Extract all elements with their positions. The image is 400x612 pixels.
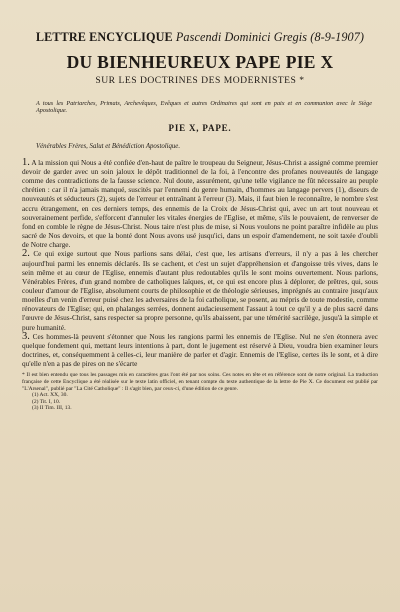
document-title: DU BIENHEUREUX PAPE PIE X	[66, 52, 334, 72]
footnote-ref-1: (1) Act. XX, 30.	[32, 392, 68, 399]
encyclical-heading	[22, 30, 378, 45]
paragraph-1	[22, 158, 378, 250]
document-body	[22, 158, 378, 369]
heading-date: (8-9-1907)	[310, 30, 365, 44]
document-subtitle: SUR LES DOCTRINES DES MODERNISTES *	[95, 75, 305, 86]
footnote-main: * Il est bien entendu que tous les passages mis en caractères gras l'ont été par nos soins. Ces notes en tête et en référence sont de notre original. La traduction française de cette Encyclique a été réalisée sur le texte latin officiel, en tenant compte du texte authentique de la lettre de Pie X. Ce document est publié par "L'Arsenal", publié par "La Cité Catholique" : Il s'agit bien, par ceux-ci, d'une édition de ce genre.	[22, 372, 378, 392]
salutation: Vénérables Frères, Salut et Bénédiction Apostolique.	[36, 142, 181, 150]
paragraph-3	[22, 332, 378, 369]
address-text: A tous les Patriarches, Primats, Archevêques, Evêques et autres Ordinaires qui sont en paix et en communion avec le Siège Apostolique.	[36, 100, 372, 115]
heading-prefix: LETTRE ENCYCLIQUE	[35, 30, 173, 44]
paragraph-number: 3.	[22, 330, 30, 342]
paragraph-text: Ce qui exige surtout que Nous parlions sans délai, c'est que, les artisans d'erreurs, il n'y a pas à les chercher aujourd'hui parmi les ennemis déclarés. Ils se cachent, et c'est un sujet d'appréhension et d'angoisse très vives, dans le sein même et au cœur de l'Eglise, ennemis d'autant plus redoutables qu'ils le sont moins ouvertement. Nous parlons, Vénérables Frères, d'un grand nombre de catholiques laïques, et, ce qui est encore plus à déplorer, de prêtres, qui, sous couleur d'amour de l'Eglise, absolument courts de philosophie et de théologie sérieuses, imprégnés au contraire jusqu'aux moelles d'un venin d'erreur puisé chez les adversaires de la foi catholique, se posent, au mépris de toute modestie, comme rénovateurs de l'Eglise; qui, en phalanges serrées, donnent audacieusement l'assaut à tout ce qu'il y a de plus sacré dans l'œuvre de Jésus-Christ, sans respecter sa propre personne, qu'ils abaissent, par une témérité sacrilège, jusqu'à la simple et pure humanité.	[22, 249, 378, 332]
paragraph-2	[22, 249, 378, 331]
footnote-ref-2: (2) Tit. I, 10.	[32, 398, 61, 405]
paragraph-text: A la mission qui Nous a été confiée d'en-haut de paître le troupeau du Seigneur, Jésus-Christ a assigné comme premier devoir de garder avec un soin jaloux le dépôt traditionnel de la foi, à l'encontre des profanes nouveautés de langage comme des contradictions de la fausse science. Nul doute, assurément, qu'une telle vigilance ne fût nécessaire au peuple chrétien : car il n'a jamais manqué, suscités par l'ennemi du genre humain, d'hommes au langage pervers (1), diseurs de nouveautés et séducteurs (2), sujets de l'erreur et entraînant à l'erreur (3). Mais, il faut bien le reconnaître, le nombre s'est accru étrangement, en ces derniers temps, des ennemis de la Croix de Jésus-Christ qui, avec un art tout nouveau et souverainement perfide, s'efforcent d'annuler les vitales énergies de l'Eglise, et même, s'ils le pouvaient, de renverser de fond en comble le règne de Jésus-Christ. Nous taire n'est plus de mise, si Nous voulons ne point paraître infidèle au plus sacré de Nos devoirs, et que la bonté dont Nous avons usé jusqu'ici, dans un espoir d'amendement, ne soit taxée d'oubli de Notre charge.	[22, 157, 378, 250]
footnotes	[22, 372, 378, 412]
paragraph-number: 1.	[22, 156, 30, 168]
footnote-ref-3: (3) II Tim. III, 13.	[32, 405, 72, 412]
heading-italic-title: Pascendi Dominici Gregis	[175, 30, 308, 44]
signature: PIE X, PAPE.	[168, 122, 232, 133]
paragraph-text: Ces hommes-là peuvent s'étonner que Nous les rangions parmi les ennemis de l'Eglise. Nul ne s'en étonnera avec quelque fondement qui, mettant leurs intentions à part, dont le jugement est réservé à Dieu, voudra bien examiner leurs doctrines, et, conséquemment à celles-ci, leur manière de parler et d'agir. Ennemis de l'Eglise, certes ils le sont, et à dire qu'elle n'en a pas de pires on ne s'écarte	[22, 331, 378, 369]
paragraph-number: 2.	[22, 248, 30, 260]
